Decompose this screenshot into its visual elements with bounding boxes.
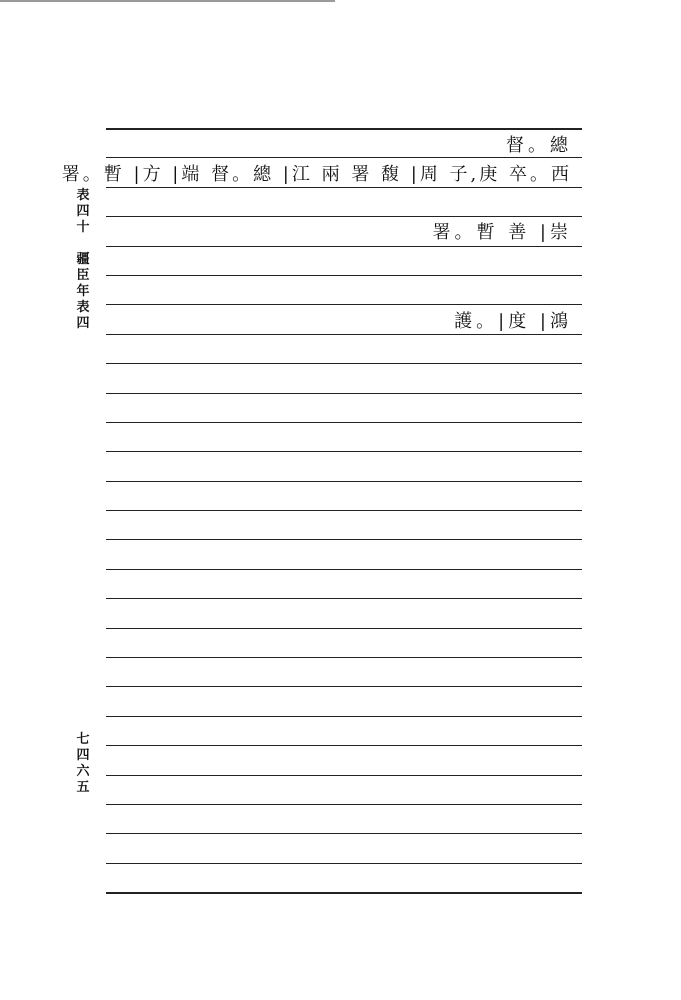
- table-row: [106, 481, 582, 510]
- margin-char: 十: [76, 220, 90, 235]
- table-row: [106, 745, 582, 774]
- margin-char: 年: [76, 284, 90, 299]
- table-row: [106, 363, 582, 392]
- table-row: [106, 628, 582, 657]
- table-row: [106, 686, 582, 715]
- table-row: [106, 334, 582, 363]
- margin-table-title: [70, 188, 96, 332]
- table-row: [61, 157, 582, 186]
- table-row: [106, 275, 582, 304]
- table-row: [106, 187, 582, 216]
- margin-char: 臣: [76, 268, 90, 283]
- table-row: [106, 833, 582, 862]
- table-row: [106, 128, 582, 157]
- table-row: [106, 716, 582, 745]
- table-row: [106, 246, 582, 275]
- table-row: [106, 863, 582, 892]
- margin-char: 表: [76, 188, 90, 203]
- table-row: [106, 775, 582, 804]
- row-text: 署。暫 善 |崇: [432, 222, 572, 244]
- table-row: [106, 393, 582, 422]
- page-number-char: 五: [76, 780, 90, 795]
- table-row: [106, 598, 582, 627]
- ruled-table: [61, 128, 582, 894]
- row-text: 護。|度 |鴻: [454, 310, 572, 332]
- margin-char: 疆: [76, 252, 90, 267]
- table-row: [106, 216, 582, 245]
- margin-char: 四: [76, 316, 90, 331]
- margin-char: 四: [76, 204, 90, 219]
- page-number: [70, 732, 96, 796]
- page-number-char: 四: [76, 748, 90, 763]
- margin-spacer: [70, 236, 96, 252]
- table-row: [106, 804, 582, 833]
- table-row: [106, 510, 582, 539]
- table-row: [106, 657, 582, 686]
- table-row: [106, 569, 582, 598]
- table-row: [106, 304, 582, 333]
- page-number-char: 六: [76, 764, 90, 779]
- page-number-char: 七: [76, 732, 90, 747]
- margin-char: 表: [76, 300, 90, 315]
- table-row: [106, 539, 582, 568]
- row-text: 督。總: [506, 134, 572, 156]
- table-row: [106, 451, 582, 480]
- top-edge-rule: [0, 0, 335, 2]
- table-bottom-rule: [106, 892, 582, 894]
- table-row: [106, 422, 582, 451]
- row-text: 署。暫 |方 |端 督。總 |江 兩 署 馥 |周 子,庚 卒。西: [61, 163, 572, 185]
